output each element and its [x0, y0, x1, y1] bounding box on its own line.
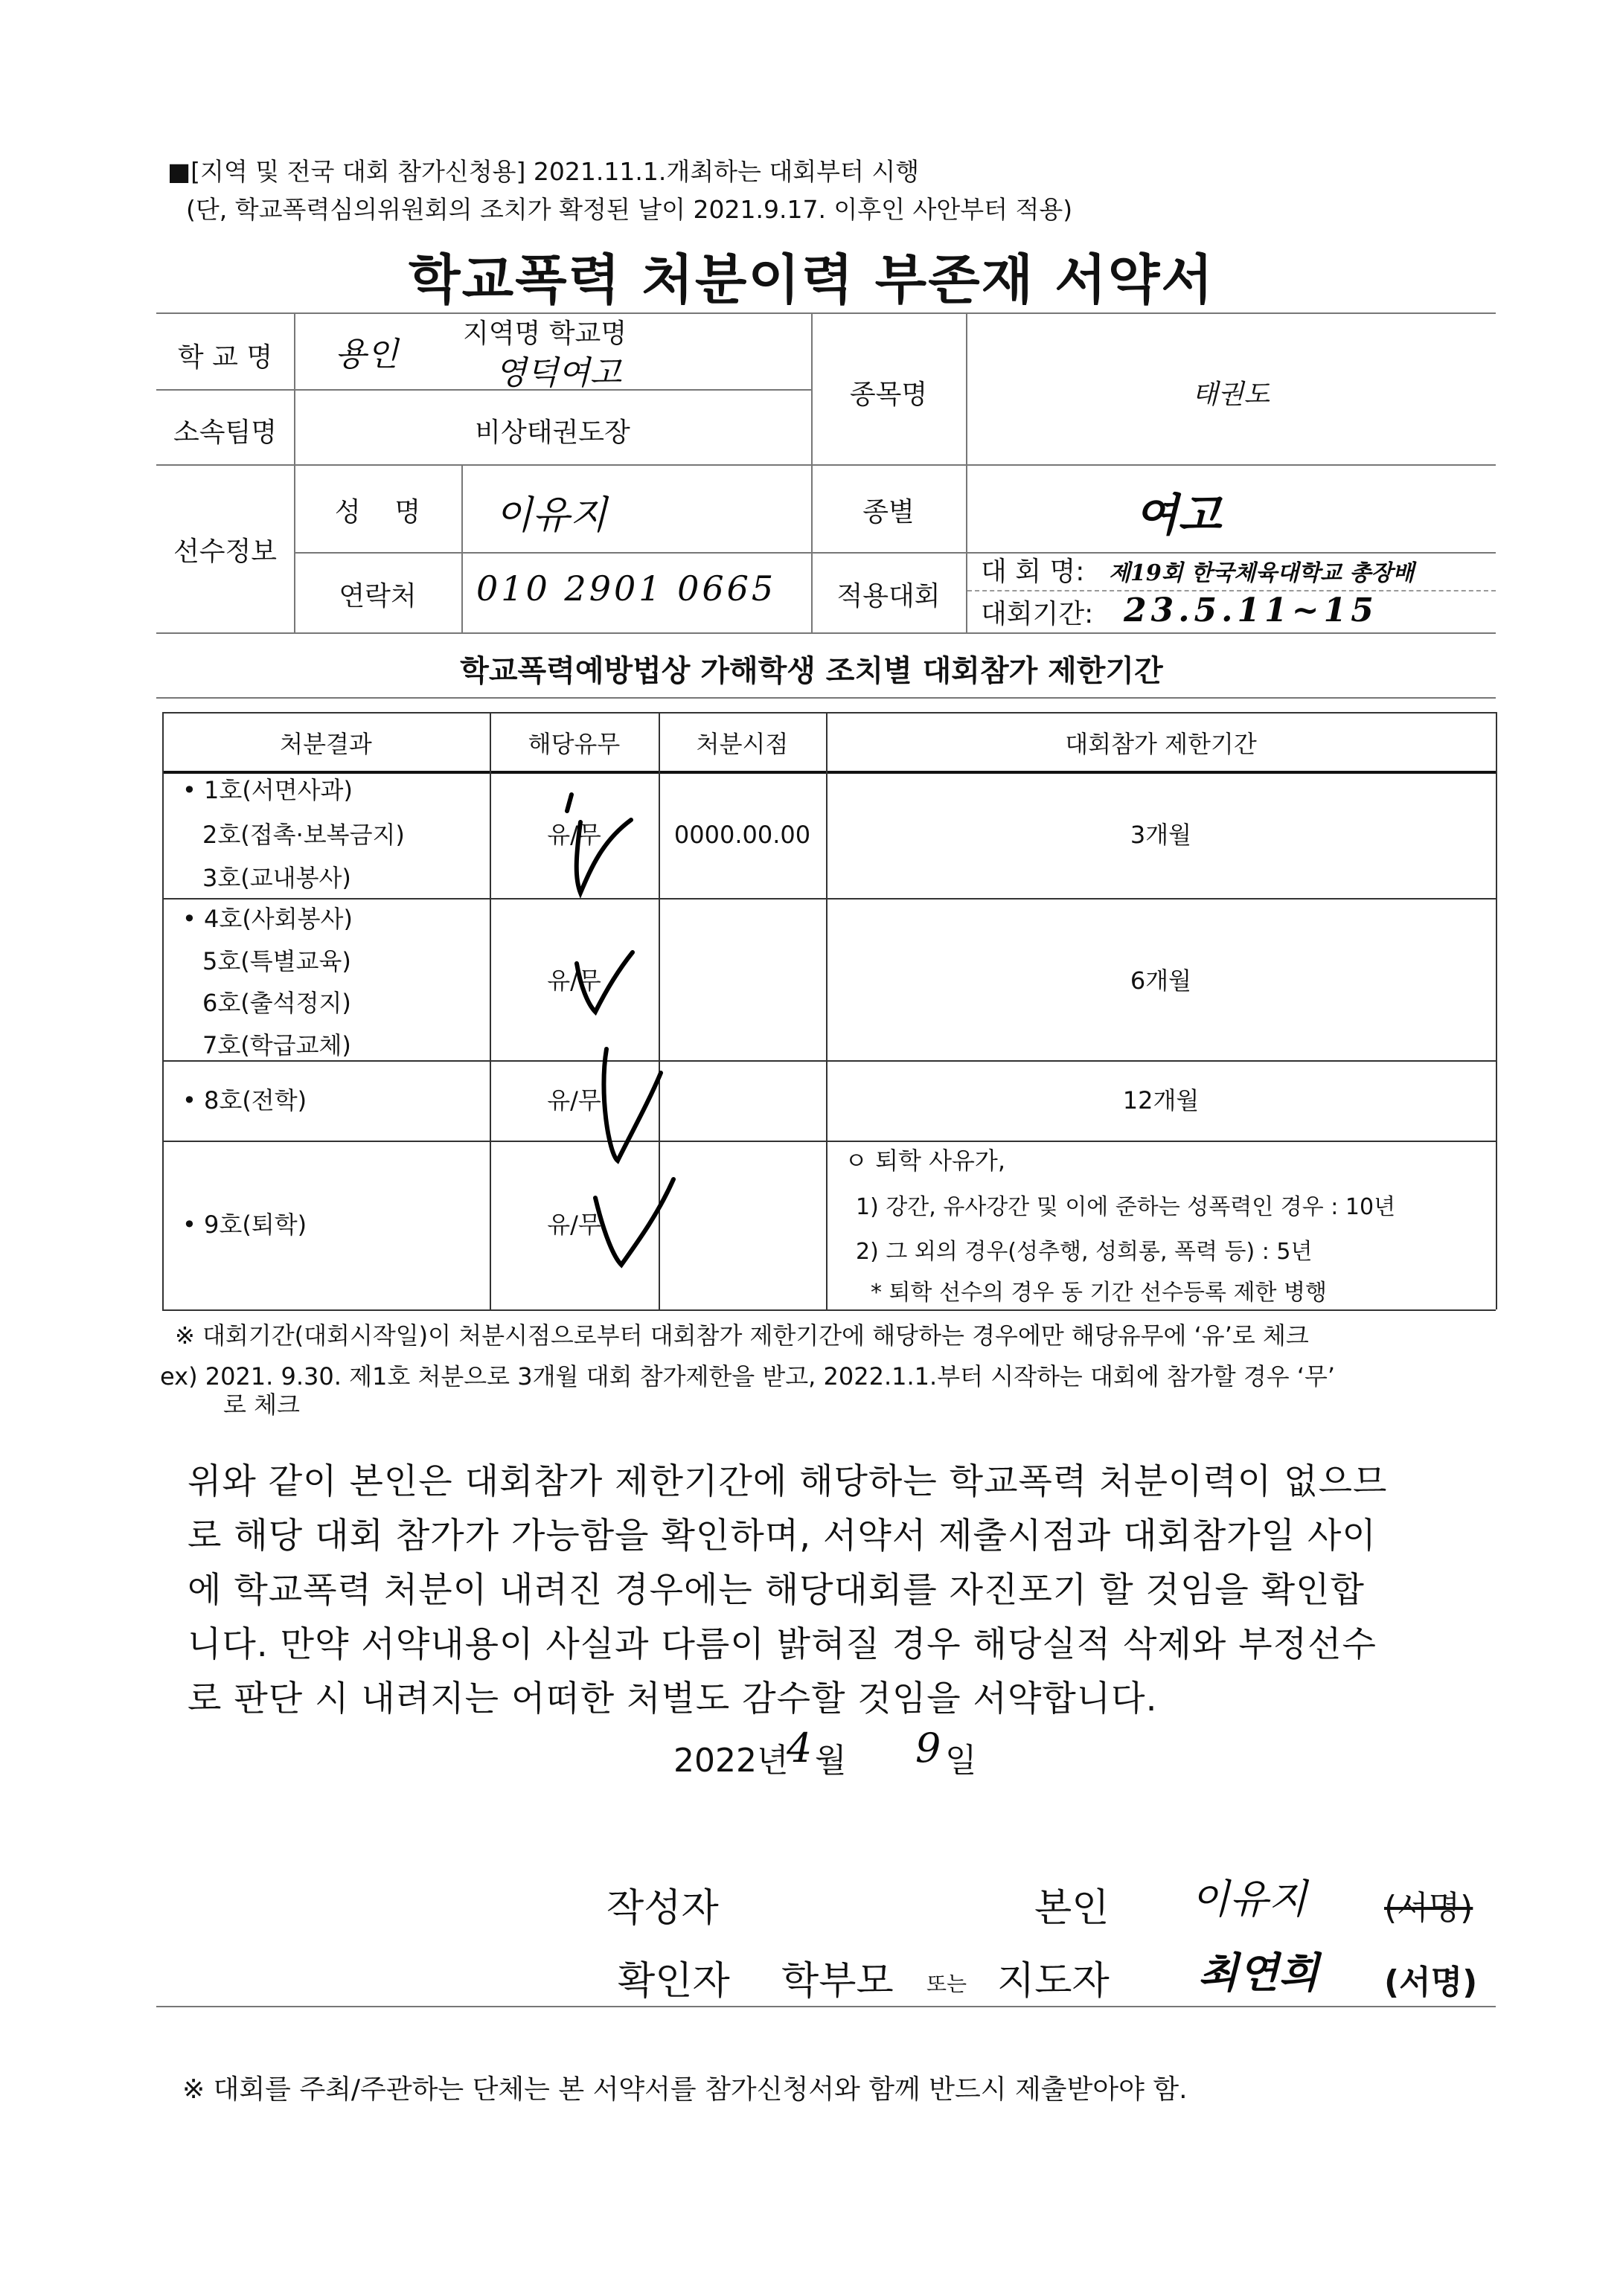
contact-handwritten: 010 2901 0665: [476, 568, 777, 609]
row1-item-2: 2호(접촉·보복금지): [202, 821, 405, 849]
coach-signature-handwritten: 최연희: [1198, 1949, 1319, 1998]
row4-limit-line-4: * 퇴학 선수의 경우 동 기간 선수등록 제한 병행: [871, 1280, 1327, 1306]
or-label: 또는: [926, 1972, 967, 1996]
header-restriction-period: 대회참가 제한기간: [1065, 730, 1257, 758]
date-month-handwritten: 4: [787, 1725, 813, 1771]
school-label: 학 교 명: [177, 342, 273, 373]
self-signature-handwritten: 이유지: [1191, 1876, 1307, 1923]
pledge-line-1: 위와 같이 본인은 대회참가 제한기간에 해당하는 학교폭력 처분이력이 없으므: [188, 1461, 1388, 1502]
footnote-2a: ex) 2021. 9.30. 제1호 처분으로 3개월 대회 참가제한을 받고, 2022.1.1.부터 시작하는 대회에 참가할 경우 ‘무’: [160, 1362, 1336, 1391]
athlete-info-label: 선수정보: [173, 536, 278, 567]
pledge-line-5: 로 판단 시 내려지는 어떠한 처벌도 감수할 것임을 서약합니다.: [188, 1678, 1158, 1719]
name-label: 성 명: [334, 497, 421, 527]
event-period-handwritten: 23.5.11~15: [1124, 591, 1378, 629]
school-name-handwritten: 영덕여고: [495, 354, 622, 392]
header-applicable: 해당유무: [528, 730, 621, 758]
handwritten-check-marks: [521, 781, 685, 1317]
coach-label: 지도자: [997, 1959, 1110, 2004]
row2-item-3: 6호(출석정지): [202, 989, 351, 1017]
sport-label: 종목명: [849, 379, 928, 410]
footnote-2b: 로 체크: [223, 1391, 300, 1419]
team-label: 소속팀명: [173, 417, 278, 448]
pledge-line-4: 니다. 만약 서약내용이 사실과 다름이 밝혀질 경우 해당실적 삭제와 부정선수: [188, 1624, 1377, 1665]
school-header: 지역명 학교명: [463, 318, 627, 349]
row1-date: 0000.00.00: [673, 821, 811, 849]
pledge-line-2: 로 해당 대회 참가가 가능함을 확인하며, 서약서 제출시점과 대회참가일 사이: [188, 1516, 1377, 1556]
row2-item-2: 5호(특별교육): [202, 947, 351, 975]
row4-limit-line-1: ㅇ 퇴학 사유가,: [845, 1147, 1005, 1175]
apply-event-label: 적용대회: [836, 581, 941, 612]
event-name-handwritten: 제19회 한국체육대학교 총장배: [1109, 560, 1415, 586]
section-title: 학교폭력예방법상 가해학생 조치별 대회참가 제한기간: [460, 654, 1163, 688]
team-value: 비상태권도장: [475, 417, 630, 448]
category-handwritten: 여고: [1135, 490, 1221, 542]
confirmer-label: 확인자: [618, 1959, 730, 2004]
row3-limit: 12개월: [1122, 1086, 1200, 1115]
row1-limit: 3개월: [1130, 821, 1192, 849]
date-day-label: 일: [945, 1742, 977, 1780]
row1-item-3: 3호(교내봉사): [202, 864, 351, 892]
self-label: 본인: [1034, 1886, 1110, 1931]
bottom-note: ※ 대회를 주최/주관하는 단체는 본 서약서를 참가신청서와 함께 반드시 제출받아야 함.: [182, 2074, 1188, 2105]
footnote-1: ※ 대회기간(대회시작일)이 처분시점으로부터 대회참가 제한기간에 해당하는 경우에만 해당유무에 ‘유’로 체크: [175, 1321, 1309, 1350]
sport-value: 태권도: [1191, 379, 1270, 410]
writer-label: 작성자: [606, 1886, 719, 1931]
notice-line-2: (단, 학교폭력심의위원회의 조치가 확정된 날이 2021.9.17. 이후인 사안부터 적용): [186, 195, 1073, 224]
row2-item-4: 7호(학급교체): [202, 1031, 351, 1059]
row2-yes-no: 유/무: [547, 966, 601, 995]
event-period-label: 대회기간:: [981, 599, 1094, 629]
header-disposition: 처분결과: [280, 730, 372, 758]
date-month-label: 월: [815, 1742, 847, 1780]
row1-yes-no: 유/무: [547, 821, 601, 849]
row1-item-1: • 1호(서면사과): [182, 776, 353, 804]
row3-yes-no: 유/무: [547, 1086, 601, 1115]
row2-limit: 6개월: [1130, 966, 1192, 995]
row3-item-1: • 8호(전학): [182, 1086, 307, 1115]
row4-yes-no: 유/무: [547, 1210, 601, 1239]
row4-limit-line-2: 1) 강간, 유사강간 및 이에 준하는 성폭력인 경우 : 10년: [856, 1194, 1396, 1220]
category-label: 종별: [862, 497, 915, 527]
self-seal: (서명): [1384, 1889, 1473, 1927]
name-handwritten: 이유지: [495, 493, 607, 538]
row2-item-1: • 4호(사회봉사): [182, 905, 353, 933]
date-year: 2022년: [673, 1742, 789, 1780]
row4-item-1: • 9호(퇴학): [182, 1210, 307, 1239]
row4-limit-line-3: 2) 그 외의 경우(성추행, 성희롱, 폭력 등) : 5년: [856, 1239, 1313, 1265]
event-name-label: 대 회 명:: [981, 557, 1085, 587]
header-disposition-date: 처분시점: [696, 730, 789, 758]
coach-seal: (서명): [1384, 1963, 1478, 2001]
notice-line-1: ■[지역 및 전국 대회 참가신청용] 2021.11.1.개최하는 대회부터 시행: [167, 157, 920, 186]
document-title: 학교폭력 처분이력 부존재 서약서: [409, 248, 1214, 311]
date-day-handwritten: 9: [915, 1725, 941, 1771]
contact-label: 연락처: [339, 581, 417, 612]
pledge-line-3: 에 학교폭력 처분이 내려진 경우에는 해당대회를 자진포기 할 것임을 확인합: [188, 1570, 1365, 1611]
parent-label: 학부모: [781, 1959, 894, 2004]
school-region-handwritten: 용인: [335, 336, 399, 373]
